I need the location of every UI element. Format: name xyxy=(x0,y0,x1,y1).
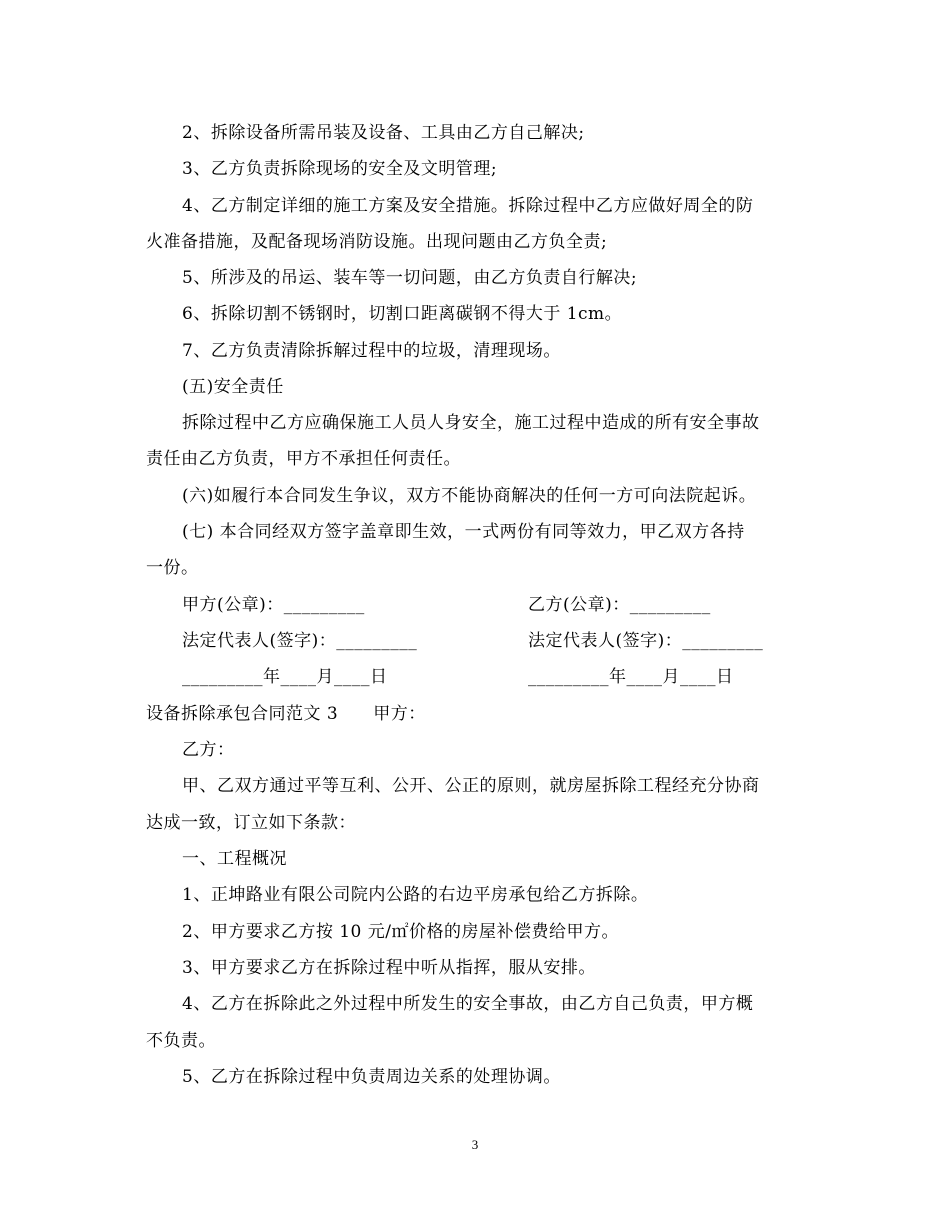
party-b-representative: 法定代表人(签字)：_________ xyxy=(528,631,764,651)
party-b-label: 乙方： xyxy=(182,740,235,760)
section-7-line1: (七) 本合同经双方签字盖章即生效，一式两份有同等效力，甲乙双方各持 xyxy=(182,522,745,542)
section-5-heading: (五)安全责任 xyxy=(182,377,284,397)
page-number: 3 xyxy=(471,1137,479,1152)
clause-4-line2: 火准备措施，及配备现场消防设施。出现问题由乙方负全责; xyxy=(146,232,608,252)
clause-3: 3、乙方负责拆除现场的安全及文明管理; xyxy=(182,159,498,179)
safety-paragraph-line2: 责任由乙方负责，甲方不承担任何责任。 xyxy=(146,449,461,469)
clause-6: 6、拆除切割不锈钢时，切割口距离碳钢不得大于 1cm。 xyxy=(182,304,623,324)
safety-paragraph-line1: 拆除过程中乙方应确保施工人员人身安全，施工过程中造成的所有安全事故 xyxy=(182,413,760,433)
clause-7: 7、乙方负责清除拆解过程中的垃圾，清理现场。 xyxy=(182,341,561,361)
clause-2: 2、拆除设备所需吊装及设备、工具由乙方自己解决; xyxy=(182,123,585,143)
intro-line2: 达成一致，订立如下条款： xyxy=(146,813,356,833)
clause-4-line1: 4、乙方制定详细的施工方案及安全措施。拆除过程中乙方应做好周全的防 xyxy=(182,196,754,216)
intro-line1: 甲、乙双方通过平等互利、公开、公正的原则，就房屋拆除工程经充分协商 xyxy=(182,776,760,796)
section-1-heading: 一、工程概况 xyxy=(182,849,287,869)
item-1: 1、正坤路业有限公司院内公路的右边平房承包给乙方拆除。 xyxy=(182,885,649,905)
party-a-date: _________年____月____日 xyxy=(182,667,388,687)
item-3: 3、甲方要求乙方在拆除过程中听从指挥，服从安排。 xyxy=(182,958,596,978)
item-4-line2: 不负责。 xyxy=(146,1031,216,1051)
item-2: 2、甲方要求乙方按 10 元/㎡价格的房屋补偿费给甲方。 xyxy=(182,922,619,942)
item-5: 5、乙方在拆除过程中负责周边关系的处理协调。 xyxy=(182,1067,561,1087)
party-b-date: _________年____月____日 xyxy=(528,667,734,687)
clause-5: 5、所涉及的吊运、装车等一切问题，由乙方负责自行解决; xyxy=(182,268,638,288)
party-a-seal: 甲方(公章)：_________ xyxy=(182,595,365,615)
party-b-seal: 乙方(公章)：_________ xyxy=(528,595,711,615)
section-7-line2: 一份。 xyxy=(146,558,199,578)
contract-3-title: 设备拆除承包合同范文 3 甲方： xyxy=(146,704,426,724)
section-6-paragraph: (六)如履行本合同发生争议，双方不能协商解决的任何一方可向法院起诉。 xyxy=(182,486,757,506)
item-4-line1: 4、乙方在拆除此之外过程中所发生的安全事故，由乙方自己负责，甲方概 xyxy=(182,994,754,1014)
party-a-representative: 法定代表人(签字)：_________ xyxy=(182,631,418,651)
